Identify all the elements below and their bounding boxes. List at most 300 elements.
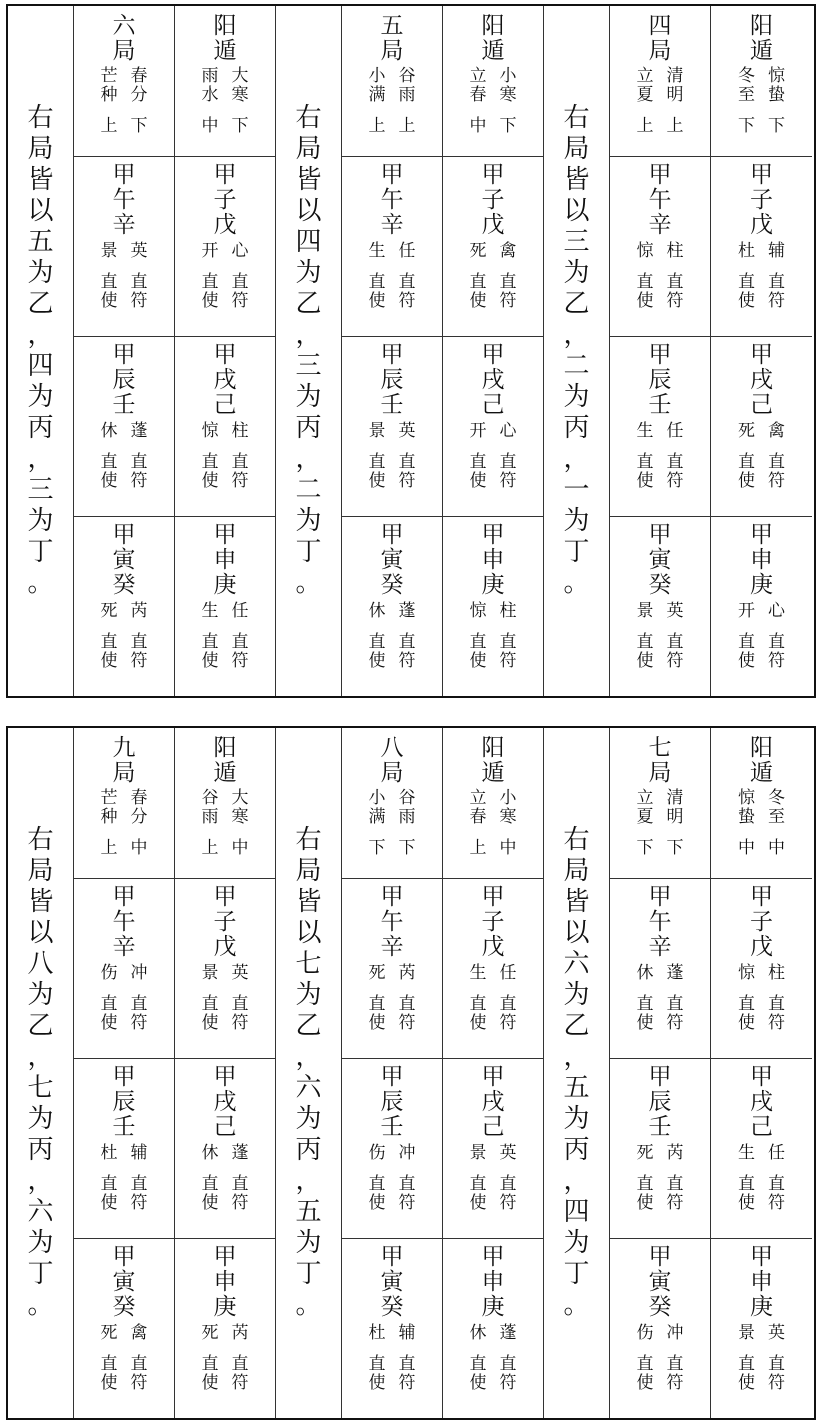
stem-title-char: 辰 (380, 1089, 404, 1115)
symbol-label (392, 633, 422, 671)
label-char: 符 (130, 1193, 148, 1213)
envoy-label (94, 1355, 124, 1393)
note-text-char: ， (27, 320, 54, 350)
label-char: 使 (201, 291, 219, 311)
stem-title (482, 1065, 505, 1140)
stem-cell (711, 337, 812, 517)
door-star-row (195, 964, 255, 983)
stem-title-char: 甲 (481, 522, 505, 548)
note-text (295, 103, 321, 599)
note-text-char: 乙 (563, 1011, 590, 1041)
note-text (295, 825, 321, 1321)
door-star-row (362, 422, 422, 441)
door-star (762, 1144, 792, 1163)
solar-term-char: 小 (499, 66, 517, 86)
door-star (630, 602, 660, 621)
yuan-label (225, 117, 255, 136)
note-text-char: ， (563, 320, 590, 350)
label-char: 直 (666, 1174, 684, 1194)
door-star-char: 杜 (368, 1323, 386, 1343)
stem-title-char: 戌 (481, 367, 505, 393)
zhi-labels (94, 1355, 154, 1393)
yuan-label (630, 117, 660, 136)
label-char: 使 (738, 1193, 755, 1213)
yuan-char: 上 (100, 838, 118, 858)
label-char: 直 (201, 452, 219, 472)
stem-title-char: 甲 (648, 162, 672, 188)
yuan-char: 中 (499, 838, 517, 858)
label-char: 直 (768, 452, 785, 472)
stem-cell (443, 879, 543, 1059)
door-star-char: 任 (499, 963, 517, 983)
stem-title-char: 午 (112, 187, 136, 213)
label-char: 直 (666, 452, 684, 472)
door-star (463, 242, 493, 261)
solar-term-char: 寒 (231, 85, 249, 105)
yuan-label (362, 839, 392, 858)
stem-title (649, 1245, 672, 1320)
door-star-char: 景 (100, 241, 118, 261)
stem-title-char: 申 (750, 547, 773, 573)
door-star-row (362, 602, 422, 621)
yuan-label (463, 117, 493, 136)
solar-term-char: 分 (130, 807, 148, 827)
header-cell (610, 6, 710, 157)
yuan-char: 上 (469, 838, 487, 858)
stem-title-char: 甲 (112, 1244, 136, 1270)
label-char: 符 (130, 651, 148, 671)
label-char: 使 (636, 1193, 654, 1213)
yuan-row (94, 839, 154, 858)
label-char: 直 (636, 994, 654, 1014)
door-star-char: 景 (636, 601, 654, 621)
chart-title (214, 14, 237, 64)
stem-title (750, 523, 773, 598)
door-star (660, 1324, 690, 1343)
envoy-label (732, 1355, 762, 1393)
envoy-label (732, 453, 762, 491)
label-char: 直 (666, 994, 684, 1014)
door-star-row (195, 1324, 255, 1343)
stem-title-char: 午 (648, 909, 672, 935)
door-star-char: 惊 (201, 421, 219, 441)
stem-title-char: 甲 (481, 342, 505, 368)
door-star (493, 602, 523, 621)
note-text-char: 丙 (295, 413, 322, 443)
door-star-char: 柱 (499, 601, 517, 621)
stem-title-char: 戊 (481, 212, 505, 238)
chart-title-char: 局 (112, 760, 136, 786)
stem-title (649, 163, 672, 238)
note-text-char: ， (563, 444, 590, 474)
door-star (94, 1144, 124, 1163)
solar-term-char: 立 (469, 66, 487, 86)
chart-title (113, 736, 136, 786)
solar-term-char: 蛰 (738, 807, 755, 827)
header-cell (74, 6, 174, 157)
solar-term-char: 冬 (768, 788, 785, 808)
door-star-row (94, 242, 154, 261)
door-star (493, 1324, 523, 1343)
solar-term-char: 种 (100, 85, 118, 105)
label-char: 直 (636, 1354, 654, 1374)
stem-title-char: 寅 (648, 1269, 672, 1295)
yuan-row (195, 839, 255, 858)
door-star-char: 惊 (469, 601, 487, 621)
chart-title-char: 五 (380, 13, 404, 39)
note-text-char: 皆 (563, 887, 590, 917)
stem-title-char: 午 (648, 187, 672, 213)
stem-title-char: 辛 (380, 934, 404, 960)
label-char: 使 (636, 1373, 654, 1393)
label-char: 符 (398, 471, 416, 491)
yuan-row (463, 117, 523, 136)
solar-term-char: 寒 (499, 85, 517, 105)
label-char: 直 (368, 994, 386, 1014)
table-group (8, 728, 276, 1418)
stem-title (750, 885, 773, 960)
stem-title-char: 癸 (648, 1294, 672, 1320)
symbol-label (660, 633, 690, 671)
note-text-char: 丙 (563, 1135, 590, 1165)
door-star (195, 422, 225, 441)
note-text-char: 。 (27, 568, 54, 598)
stem-title-char: 辰 (648, 367, 672, 393)
chart-title-char: 七 (648, 735, 672, 761)
note-text-char: 右 (27, 825, 54, 855)
header-cell (443, 6, 543, 157)
note-text-char: 六 (27, 1197, 54, 1227)
envoy-label (463, 273, 493, 311)
door-star (660, 422, 690, 441)
door-star (463, 1144, 493, 1163)
note-text-char: 八 (27, 949, 54, 979)
table-group (544, 728, 812, 1418)
door-star (392, 1324, 422, 1343)
stem-title-char: 甲 (213, 1064, 237, 1090)
yuan-char: 上 (398, 116, 416, 136)
zhi-labels (732, 1175, 792, 1213)
label-char: 符 (768, 471, 785, 491)
chart-title-char: 六 (112, 13, 136, 39)
note-text-char: 为 (563, 980, 590, 1010)
envoy-label (94, 995, 124, 1033)
chart-title (381, 736, 404, 786)
label-char: 直 (130, 272, 148, 292)
stem-cell (443, 517, 543, 694)
zhi-labels (463, 453, 523, 491)
door-star (94, 422, 124, 441)
label-char: 符 (499, 291, 517, 311)
envoy-label (195, 633, 225, 671)
label-char: 使 (368, 651, 386, 671)
label-char: 直 (100, 632, 118, 652)
door-star-row (463, 422, 523, 441)
door-star-char: 禽 (130, 1323, 148, 1343)
note-text-char: ， (563, 1042, 590, 1072)
note-text-char: 以 (27, 196, 54, 226)
stem-title-char: 甲 (380, 162, 404, 188)
label-char: 使 (201, 1193, 219, 1213)
stem-cell (610, 1239, 710, 1416)
label-char: 符 (231, 471, 249, 491)
stem-cell (74, 1239, 174, 1416)
label-char: 直 (231, 272, 249, 292)
note-text (563, 825, 589, 1321)
door-star (762, 964, 792, 983)
door-star-row (463, 1144, 523, 1163)
envoy-label (630, 1175, 660, 1213)
note-text-char: 四 (563, 1197, 590, 1227)
note-text-char: 为 (563, 506, 590, 536)
note-text-char: ， (295, 320, 322, 350)
note-text-char: 。 (295, 568, 322, 598)
table-column (175, 728, 276, 1418)
door-star (630, 422, 660, 441)
solar-term (362, 789, 392, 827)
yuan-row (195, 117, 255, 136)
note-text-char: 三 (295, 351, 322, 381)
stem-title-char: 午 (112, 909, 136, 935)
yuan-label (392, 117, 422, 136)
note-text-char: 为 (563, 382, 590, 412)
symbol-label (660, 1175, 690, 1213)
solar-term-char: 惊 (768, 66, 785, 86)
label-char: 符 (398, 1373, 416, 1393)
envoy-label (195, 1355, 225, 1393)
solar-term (493, 789, 523, 827)
envoy-label (94, 1175, 124, 1213)
label-char: 符 (231, 291, 249, 311)
door-star (630, 1144, 660, 1163)
label-char: 使 (636, 1013, 654, 1033)
door-star-char: 伤 (636, 1323, 654, 1343)
symbol-label (762, 1355, 792, 1393)
label-char: 符 (499, 651, 517, 671)
label-char: 直 (398, 632, 416, 652)
stem-title-char: 申 (481, 547, 505, 573)
symbol-label (392, 453, 422, 491)
door-star (362, 602, 392, 621)
chart-title (113, 14, 136, 64)
label-char: 使 (100, 1013, 118, 1033)
zhi-labels (195, 273, 255, 311)
door-star-row (630, 602, 690, 621)
door-star (94, 1324, 124, 1343)
note-text-char: 丙 (27, 1135, 54, 1165)
solar-term-char: 夏 (636, 807, 654, 827)
symbol-label (660, 1355, 690, 1393)
note-text-char: 四 (295, 227, 322, 257)
label-char: 直 (368, 1174, 386, 1194)
door-star-char: 死 (100, 1323, 118, 1343)
symbol-label (124, 273, 154, 311)
stem-title-char: 己 (213, 1114, 237, 1140)
yuan-char: 上 (201, 838, 219, 858)
chart-title-char: 阳 (213, 735, 237, 761)
solar-terms (195, 789, 255, 827)
door-star-char: 开 (469, 421, 487, 441)
table-column (711, 6, 812, 696)
stem-title (381, 1065, 404, 1140)
note-text-char: 为 (295, 1104, 322, 1134)
table-column (342, 728, 443, 1418)
solar-term-char: 春 (130, 788, 148, 808)
zhi-labels (195, 453, 255, 491)
zhi-labels (630, 273, 690, 311)
stem-title-char: 戊 (750, 934, 773, 960)
stem-title-char: 申 (481, 1269, 505, 1295)
envoy-label (732, 995, 762, 1033)
note-text-char: 丁 (295, 1259, 322, 1289)
label-char: 直 (100, 1354, 118, 1374)
solar-term-char: 寒 (499, 807, 517, 827)
solar-term-char: 立 (636, 66, 654, 86)
yuan-char: 中 (768, 838, 785, 858)
note-text-char: 丙 (27, 413, 54, 443)
stem-title-char: 庚 (481, 1294, 505, 1320)
stem-cell (175, 1239, 275, 1416)
note-text-char: ， (295, 1042, 322, 1072)
door-star-row (94, 1324, 154, 1343)
yuan-row (463, 839, 523, 858)
envoy-label (630, 633, 660, 671)
yuan-char: 中 (231, 838, 249, 858)
label-char: 符 (768, 291, 785, 311)
door-star (630, 242, 660, 261)
door-star-row (463, 964, 523, 983)
zhi-labels (463, 1355, 523, 1393)
door-star-char: 任 (231, 601, 249, 621)
envoy-label (195, 1175, 225, 1213)
stem-title-char: 己 (750, 392, 773, 418)
door-star (392, 242, 422, 261)
door-star-char: 冲 (398, 1143, 416, 1163)
stem-title-char: 壬 (380, 392, 404, 418)
solar-term (463, 67, 493, 105)
solar-term (392, 67, 422, 105)
yuan-char: 中 (738, 838, 755, 858)
stem-title (113, 1245, 136, 1320)
solar-term (660, 789, 690, 827)
label-char: 直 (636, 452, 654, 472)
note-text-char: 皆 (563, 165, 590, 195)
zhi-labels (630, 633, 690, 671)
label-char: 使 (738, 1373, 755, 1393)
stem-title-char: 寅 (380, 1269, 404, 1295)
door-star-char: 蓬 (231, 1143, 249, 1163)
stem-title-char: 寅 (380, 547, 404, 573)
symbol-label (660, 453, 690, 491)
door-star-char: 开 (738, 601, 755, 621)
note-text-char: 六 (563, 949, 590, 979)
stem-title-char: 戊 (213, 212, 237, 238)
note-text-char: 为 (27, 1104, 54, 1134)
symbol-label (392, 1355, 422, 1393)
note-text-char: 局 (563, 856, 590, 886)
label-char: 使 (100, 1373, 118, 1393)
label-char: 使 (368, 1193, 386, 1213)
stem-title-char: 壬 (112, 392, 136, 418)
solar-term (732, 789, 762, 827)
door-star-row (732, 242, 792, 261)
note-text-char: 局 (27, 856, 54, 886)
label-char: 直 (499, 994, 517, 1014)
solar-term-char: 至 (768, 807, 785, 827)
yuan-label (225, 839, 255, 858)
stem-cell (342, 1239, 442, 1416)
note-text-char: 为 (27, 980, 54, 1010)
zhi-labels (362, 453, 422, 491)
label-char: 使 (636, 291, 654, 311)
note-text-char: 。 (27, 1290, 54, 1320)
label-char: 直 (469, 1174, 487, 1194)
stem-title (482, 163, 505, 238)
note-text-char: 右 (563, 103, 590, 133)
label-char: 直 (201, 632, 219, 652)
label-char: 直 (636, 272, 654, 292)
door-star-char: 开 (201, 241, 219, 261)
stem-title (214, 1065, 237, 1140)
door-star (124, 242, 154, 261)
stem-title-char: 甲 (380, 522, 404, 548)
yuan-label (493, 117, 523, 136)
solar-term (392, 789, 422, 827)
stem-title-char: 申 (213, 1269, 237, 1295)
solar-term-char: 立 (469, 788, 487, 808)
label-char: 直 (738, 632, 755, 652)
solar-term-char: 大 (231, 788, 249, 808)
note-text-char: 丁 (295, 537, 322, 567)
door-star-row (362, 1324, 422, 1343)
door-star-row (463, 602, 523, 621)
symbol-label (124, 1355, 154, 1393)
solar-term-char: 雨 (398, 85, 416, 105)
stem-title-char: 甲 (112, 162, 136, 188)
door-star-char: 心 (231, 241, 249, 261)
table-group (544, 6, 812, 696)
label-char: 符 (666, 291, 684, 311)
solar-term-char: 满 (368, 807, 386, 827)
label-char: 符 (768, 1013, 785, 1033)
note-text-char: 局 (295, 134, 322, 164)
zhi-labels (630, 453, 690, 491)
symbol-label (762, 1175, 792, 1213)
label-char: 使 (100, 471, 118, 491)
chart-title-char: 遁 (213, 38, 237, 64)
solar-term-char: 立 (636, 788, 654, 808)
stem-title-char: 甲 (481, 884, 505, 910)
header-cell (711, 728, 812, 879)
door-star-char: 休 (368, 601, 386, 621)
table-group (276, 6, 544, 696)
label-char: 使 (469, 651, 487, 671)
solar-term-char: 雨 (201, 66, 219, 86)
label-char: 符 (499, 471, 517, 491)
door-star-row (362, 964, 422, 983)
note-text-char: 五 (563, 1073, 590, 1103)
label-char: 符 (130, 1013, 148, 1033)
door-star (225, 242, 255, 261)
note-text-char: 二 (563, 351, 590, 381)
label-char: 直 (666, 1354, 684, 1374)
chart-title (214, 736, 237, 786)
label-char: 直 (368, 1354, 386, 1374)
door-star (463, 1324, 493, 1343)
door-star-row (362, 1144, 422, 1163)
zhi-labels (463, 995, 523, 1033)
door-star-char: 死 (469, 241, 487, 261)
